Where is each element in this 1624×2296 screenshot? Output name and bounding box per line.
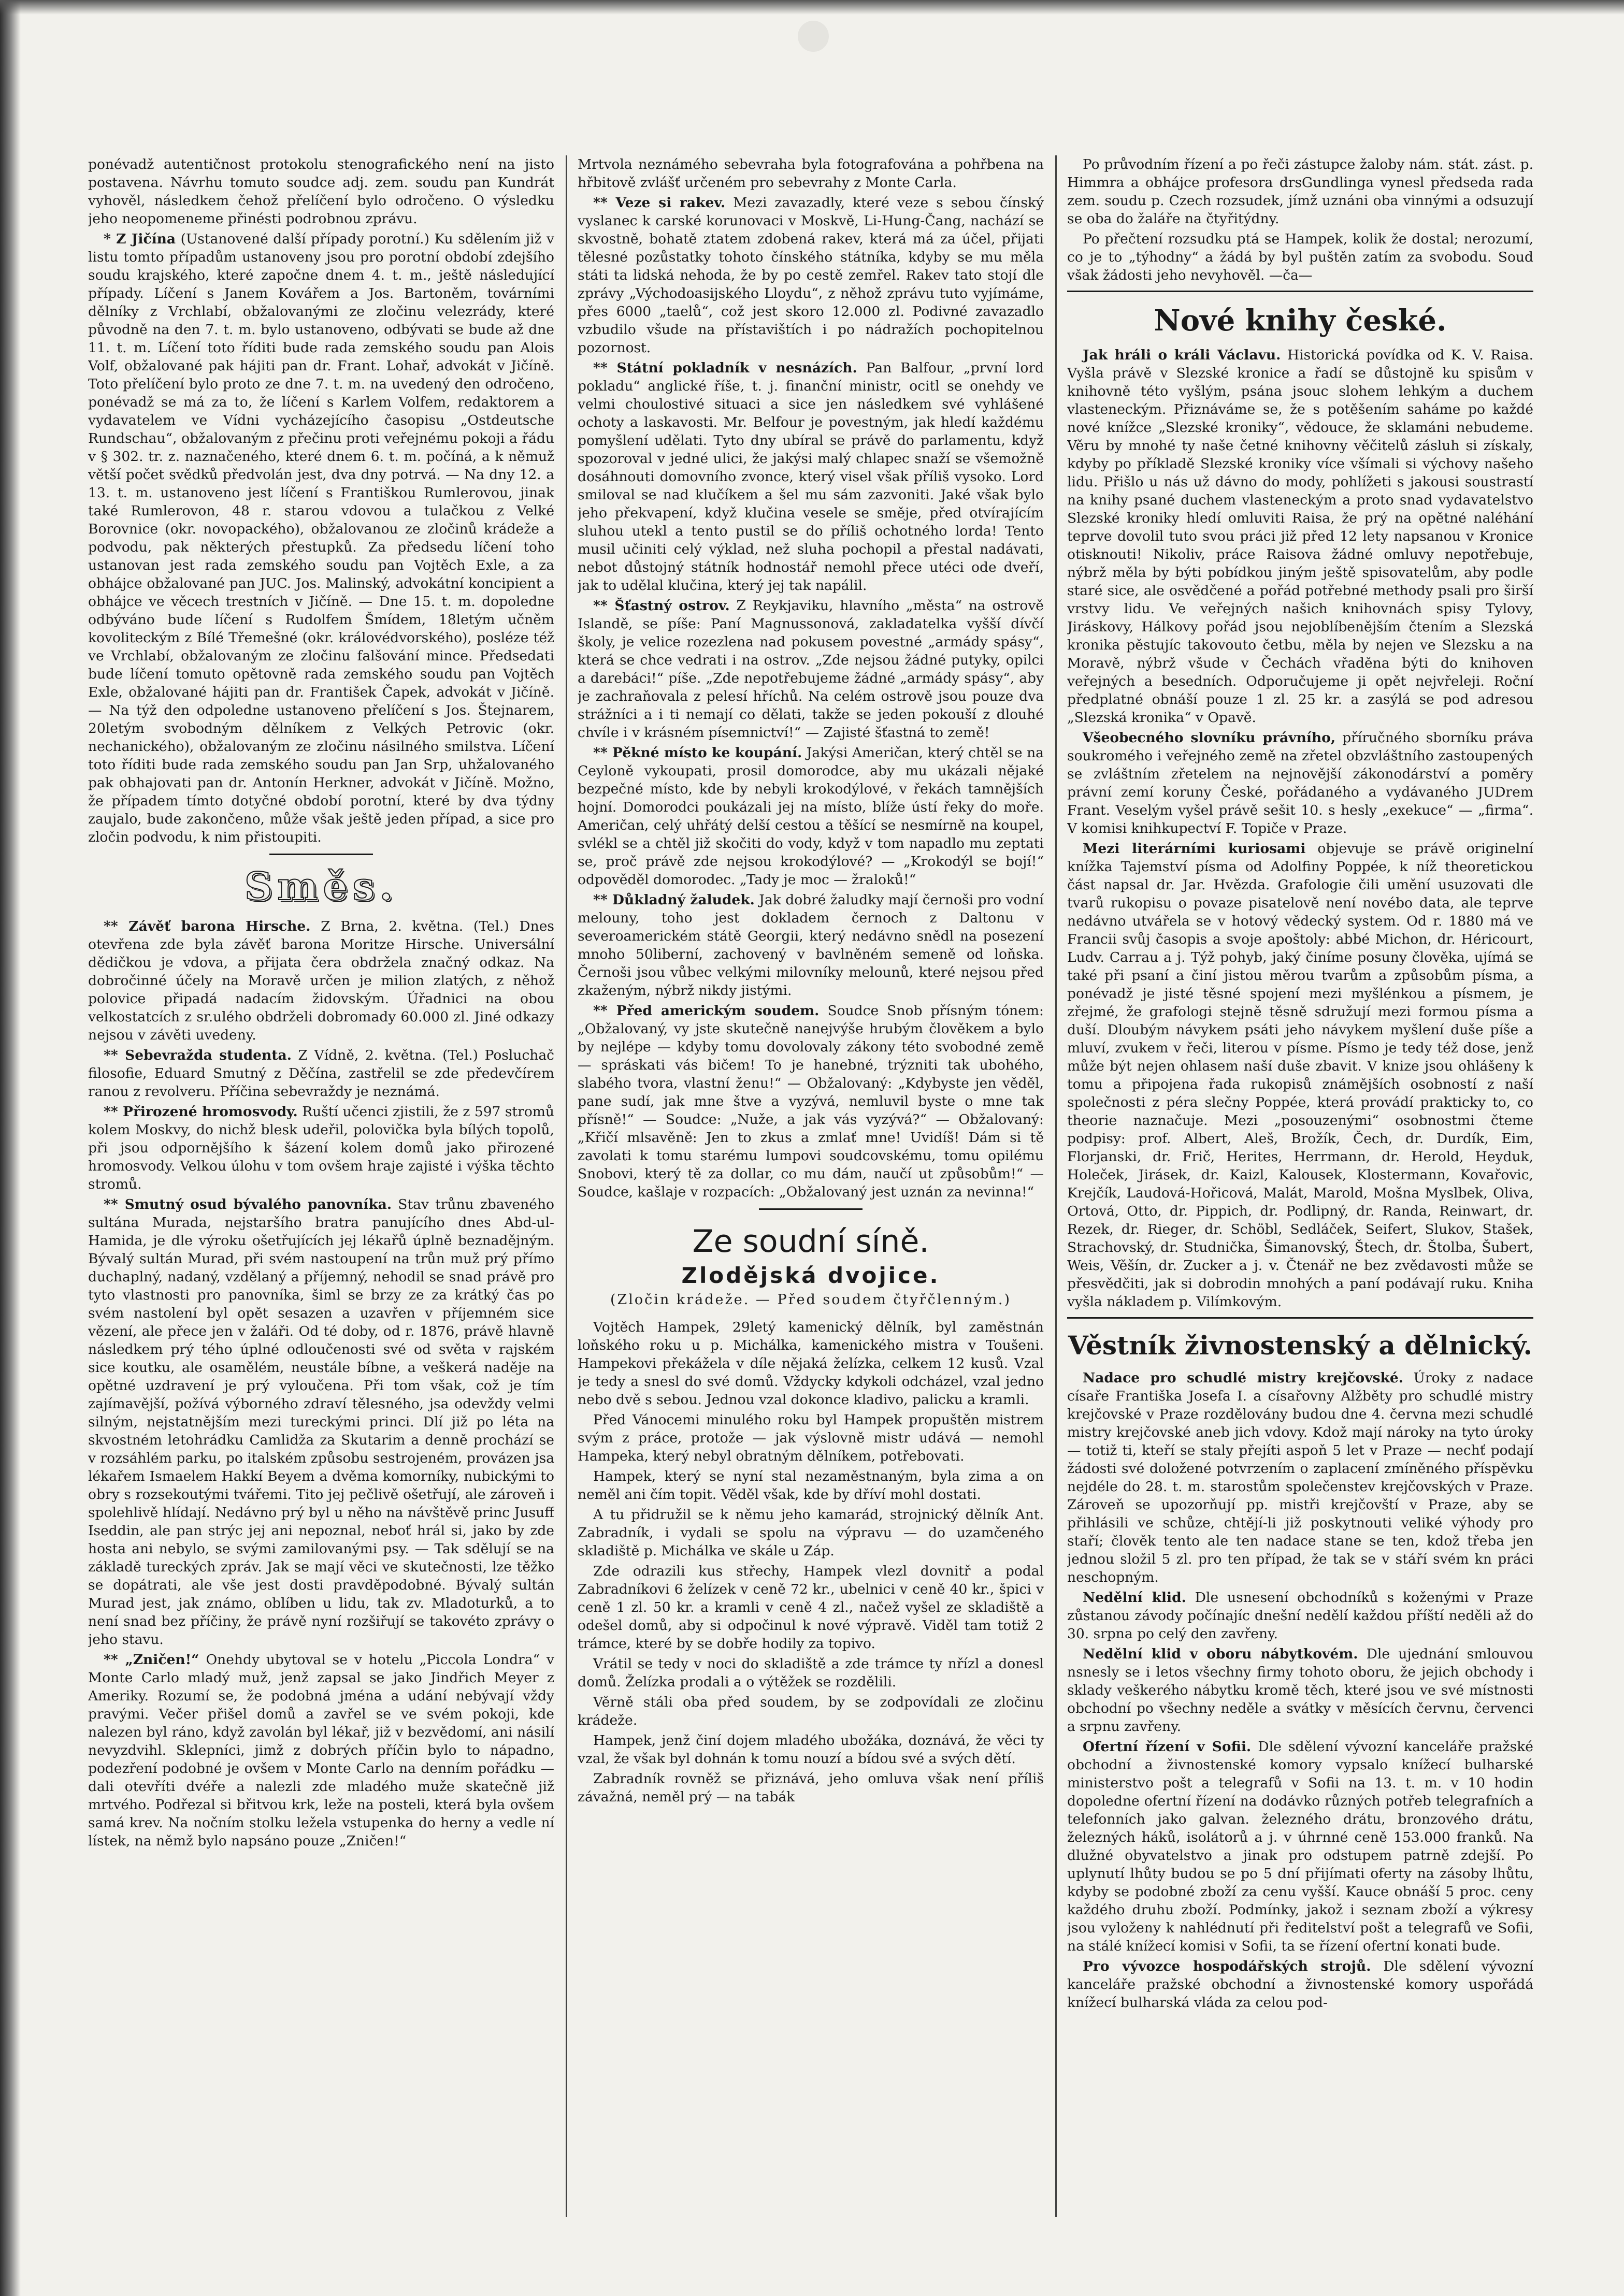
news-lead: ** Veze si rakev. — [593, 195, 726, 211]
notice-item — [1067, 1589, 1533, 1643]
news-text: Jak dobré žaludky mají černoši pro vodní melouny, toho jest dokladem černoch z Daltonu v severoamerickém státě Georgii, který nedávno snědl na posezení mnoho 50liberní, zachovený v bavlněném semeně od loňska. Černoši jsou vůbec velkými milovníky melounů, které nejsou před zkaženým, nýbrž nikdy jistými. — [578, 892, 1044, 999]
news-item — [578, 359, 1044, 595]
book-text: Historická povídka od K. V. Raisa. Vyšla právě v Slezské kronice a řadí se důstojně ku spisům v knihovně této vyšlým, psána jsouc slohem lehkým a duchem vlasteneckým. Přiznáváme se, že s potěšením saháme po každé nové knížce „Slezské kroniky“, vědouce, že sklamáni nebudeme. Věru by mnohé ty naše četné knihovny věčitelů zásluh si získaly, kdyby po příkladě Slezské kroniky více všímali si výchovy našeho lidu. Přišlo u nás už dávno do mody, pohlížeti s jakousi soustrastí na knihy psané duchem vlasteneckým a proto snad vydavatelstvo Slezské kroniky hledí omluviti Raisa, že prý na opětné naléhání teprve dovolil tuto svou práci již před 12 lety napsanou v Kronice otisknouti! Nikoliv, práce Raisova žádné omluvy nepotřebuje, nýbrž měla by býti pobídkou jiným ještě spisovatelům, aby podle staré sice, ale osvědčené a pořád potřebné methody psali pro širší vrstvy lidu. Ve veřejných našich knihovnách spisy Tylovy, Jiráskovy, Hálkovy pořád jsou nejoblíbenějším čtením a Slezská kronika pěstujíc takovouto četbu, měla by nejen ve Slezsku a na Moravě, nýbrž všude v Čechách vřaděna býti do knihoven veřejných a besedních. Odporučujeme ji opět nejvřeleji. Roční předplatné obnáší pouze 1 zl. 25 kr. a zasýlá se pod adresou „Slezská kronika“ v Opavě. — [1067, 347, 1533, 726]
news-lead: ** Důkladný žaludek. — [593, 892, 755, 908]
book-item — [1067, 729, 1533, 837]
news-lead: ** Před americkým soudem. — [593, 1003, 820, 1019]
paper-stain — [798, 21, 829, 52]
news-text: Z Brna, 2. května. (Tel.) Dnes otevřena zde byla závěť barona Moritze Hirsche. Universální dědičkou je vdova, a přijata čera obdržela značný odkaz. Na dobročinné účely na Moravě určen je milion zlatých, z něhož polovice připadá nadacím židovským. Úřadnici na obou velkostatcích z sr.ulého obdrželi dobromady 60.000 zl. Jiné odkazy nejsou v závěti uvedeny. — [88, 918, 554, 1043]
news-lead: ** Závěť barona Hirsche. — [104, 918, 311, 934]
section-title-vestnik: Věstník živnostenský a dělnický. — [1068, 1330, 1533, 1361]
news-text: Pan Balfour, „první lord pokladu“ anglické říše, t. j. finanční ministr, ocitl se onehdy ve velmi choulostivé situaci a sice jen následkem své vyhlášené ochoty a laskavosti. Mr. Belfour je povestným, jak hledí každému pomyšlení udělati. Tyto dny ubíral se právě do parlamentu, když spozoroval v jedné ulici, že jakýsi malý chlapec snaží se všemožně dosáhnouti domovního zvonce, který visel však příliš vysoko. Lord smiloval se nad klučíkem a šel mu sám zazvoniti. Jaké však bylo jeho překvapení, když klučina vesele se směje, před otvírajícím sluhou utekl a tento pustil se do příliš ochotného lorda! Tento musil učiniti celý výklad, než sluha pochopil a přestal nadávati, nebot důstojný státník hodnostář nemohl přece utéci ode dveří, jak to udělal klučina, který jej tak napálil. — [578, 360, 1044, 594]
notice-text: Dle ujednání smlouvou nsnesly se i letos všechny firmy tohoto oboru, že jejich obchody i sklady veškerého nábytku kromě těch, které jsou ve své místnosti obchodní po všechny neděle a svátky v měsících červnu, červenci a srpnu zavřeny. — [1067, 1646, 1533, 1735]
notice-item — [1067, 1369, 1533, 1586]
article-paragraph: Hampek, jenž činí dojem mladého ubožáka, doznává, že věci ty vzal, že však byl dohnán k tomu nouzí a bídou své a svých dětí. — [578, 1732, 1044, 1767]
news-item — [88, 917, 554, 1044]
notice-text: Úroky z nadace císaře Františka Josefa I. a císařovny Alžběty pro schudlé mistry krejčovské v Praze rozdělovány budou dne 4. června mezi schudlé mistry krejčovské aneb jich vdovy. Kdož mají nároky na tyto úroky — totiž ti, kteří se staly přejíti aspoň 5 let v Praze — nechť podají žádosti své doložené potvrzením o zaplacení zmíněného příspěvku nejdéle do 28. t. m. starostům společenstev krejčovských v Praze. Zároveň se upozorňují pp. mistři krejčovští v Praze, aby se přihlásili ve schůze, chtějí-li již poskytnouti veliké výhody pro staří; člověk tento ale ten nadace stane se ten, kdož třeba jen jednou složil 5 zl. pro ten případ, že tak se v stáří svém kn práci neschopným. — [1067, 1370, 1533, 1585]
notice-item — [1067, 1645, 1533, 1736]
article-paragraph: Zde odrazili kus střechy, Hampek vlezl dovnitř a podal Zabradníkovi 6 želízek v ceně 72 kr., ubelnici v ceně 40 kr., špici v ceně 1 zl. 50 kr. a kramli v ceně 4 zl., načež vyšel ze skladiště a odešel domů, aby si odpočinul k nové výpravě. Viděl tam totiž 2 trámce, které by se dobře hodily za topivo. — [578, 1563, 1044, 1652]
book-lead: Všeobecného slovníku právního, — [1083, 730, 1336, 746]
news-text: Soudce Snob přísným tónem: „Obžalovaný, vy jste skutečně nanejvýše hrubým člověkem a bylo by nejlépe — kdyby tomu dovolovaly zákony této svobodné země — spráskati vás bičem! To je hanebné, trýzniti tak ubohého, slabého tvora, vlastní ženu!“ — Obžalovaný: „Kdybyste jen věděl, pane sudí, jak mne štve a vyzývá, nemluvil byste o mne tak přísně!“ — Soudce: „Nuže, a jak vás vyzývá?“ — Obžalovaný: „Křičí mlsavěně: Jen to zkus a zmlať mne! Uvidíš! Dám si tě zavolati k tomu starému lumpovi soudcovskému, tomu opilému Snobovi, který tě za dollar, co mu dám, naučí ut způsobům!“ — Soudce, kašlaje v rozpacích: „Obžalovaný jest uznán za nevinna!“ — [578, 1003, 1044, 1200]
news-item — [88, 1651, 554, 1850]
news-item — [578, 744, 1044, 889]
news-text: Mezi zavazadly, které veze s sebou čínský vyslanec k carské korunovaci v Moskvě, Li-Hung-Čang, nachází se skvostně, bohatě ztatem zdobená rakev, která má za účel, přijati tělesné pozůstatky tohoto čínského státníka, kdyby se mu měla státi ta lidská nehoda, že by po cestě zemřel. Rakev tato stojí dle zprávy „Východoasijského Lloydu“, z něhož zprávu tuto vyjímáme, přes 6000 „taelů“, což jest skoro 12.000 zl. Podivné zavazadlo vzbudilo všude na přístavištích i po nádražích pochopitelnou pozornost. — [578, 195, 1044, 356]
book-text: objevuje se právě originelní knížka Tajemství písma od Adolfiny Poppée, k níž theoretickou část napsal dr. Jar. Hvězda. Grafologie čili umění usuzovati dle tvarů rukopisu o povaze pisatelově není novébo data, ale teprve nedávno utvářela se v hotový vědecký system. Od r. 1880 má ve Francii svůj časopis a svoje apoštoly: abbé Michon, dr. Héricourt, Ludv. Carrau a j. Týž pohyb, jaký činíme posuny člověka, ujímá se také při psaní a činí jistou měrou tvarům a způsobům písma, a ponévadž je jisté těsné spojení mezi myšlénkou a písmem, je zřejmé, že grafologi stejně těsně sdružují mezi formou písma a duší. Dloubým návykem psáti jeho návykem myšlení duše píše a mluví, zvukem v řeči, literou v písme. Písmo je tedy též dose, jenž může být nejen ohlasem naší duše zbavit. V knize jsou ohlášeny k tomu a připojena řada rukopisů známějších osobností z naší společnosti z péra slečny Poppée, která provádí prakticky to, co theorie naznačuje. Mezi „posouzenými“ osobnostmi čteme podpisy: prof. Albert, Aleš, Brožík, Čech, dr. Durdík, Eim, Florjanski, dr. Frič, Herites, Herrmann, dr. Herold, Heyduk, Holeček, Jirásek, dr. Kaizl, Kalousek, Klostermann, Kovařovic, Krejčík, Laudová-Hořicová, Malát, Marold, Mošna Myslbek, Oliva, Ortová, Otto, dr. Pippich, dr. Podlipný, dr. Randa, Reinwart, dr. Rezek, dr. Rieger, dr. Schöbl, Sedláček, Seifert, Slukov, Stašek, Strachovský, dr. Studnička, Šimanovský, Štech, dr. Štolba, Šubert, Weis, Věšín, dr. Zucker a j. v. Čtenář ne bez zvědavosti může se přesvědčiti, jak si dobrodin mnohých a paní podávají ruku. Kniha vyšla nákladem p. Vilímkovým. — [1067, 841, 1533, 1310]
article-paragraph: Zabradník rovněž se přiznává, jeho omluva však není příliš závažná, neměl prý — na tabák — [578, 1771, 1044, 1805]
column-rule — [1055, 155, 1057, 2217]
page-top-shadow — [0, 0, 1624, 15]
article-paragraph: Po přečtení rozsudku ptá se Hampek, kolik že dostal; nerozumí, co je to „týhodny“ a žádá by byl puštěn zatím za svobodu. Soud však žádosti jeho nevyhověl. —ča— — [1067, 231, 1533, 283]
divider — [269, 854, 373, 855]
news-text: Z Vídně, 2. května. (Tel.) Posluchač filosofie, Eduard Smutný z Děčína, zastřelil se zde předevčírem ranou z revolveru. Příčina sebevraždy je neznámá. — [88, 1047, 554, 1100]
news-item — [578, 597, 1044, 742]
newspaper-page — [88, 155, 1539, 2217]
article-paragraph: Vrátil se tedy v noci do skladiště a zde trámce ty nřízl a donesl domů. Želízka prodali a o výtěžek se rozdělili. — [578, 1656, 1044, 1690]
article-paragraph: ponévadž autentičnost protokolu stenografického není na jisto postavena. Návrhu tomuto soudce adj. zem. soudu pan Kundrát vyhověl, následkem čehož přelíčení bylo odročeno. O výsledku jeho neopomeneme přinésti podrobnou zprávu. — [88, 156, 554, 227]
article-lead: * Z Jičína — [104, 231, 176, 247]
article-text: (Ustanovené další případy porotní.) Ku sdělením již v listu tomto případům ustanoveny jsou pro porotní období zdejšího soudu krajského, které započne dnem 4. t. m., ještě následující případy. Líčení s Janem Kovářem a Jos. Bartoněm, továrními dělníky z Vrchlabí, obžalovanými ze zločinu velezrády, které původně na den 7. t. m. bylo ustanoveno, odbývati se bude až dne 11. t. m. Líčení toto říditi bude rada zemského soudu pan Alois Volf, obžalované pak hájiti pan dr. Frant. Lohař, advokát v Jičíně. Toto přelíčení bylo proto ze dne 7. t. m. na uvedený den odročeno, ponévadž se má za to, že líčení s Karlem Volfem, redaktorem a vydavatelem ve Vídni vycházejícího časopisu „Ostdeutsche Rundschau“, obžalovaným z přečinu proti veřejnému pokoji a řádu v § 302. tr. z. naznačeného, které dnem 6. t. m. počíná, a k němuž větší počet svědků předvolán jest, dva dny potrvá. — Na dny 12. a 13. t. m. ustanoveno jest líčení s Františkou Rumlerovou, jinak také Rumlerovon, 48 r. starou vdovou a tulačkou z Velké Borovnice (okr. novopackého), obžalovanou ze zločinů krádeže a podvodu, pak některých přestupků. Za předsedu líčení toho ustanovan jest rada zemského soudu pan Vojtěch Exle, a za obhájce obžalované pan JUC. Jos. Malinský, advokátní koncipient a obhájce ve věcech trestních v Jičíně. — Dne 15. t. m. dopoledne odbýváno bude líčení s Rudolfem Šmídem, 18letým učněm kovoliteckým z Bílé Třemešné (okr. královédvorského), posléze též ve Vrchlabí, obžalovaným ze zločinu falšování mince. Předsedati bude líčení tomuto opětovně rada zemského soudu pan Vojtěch Exle, obžalované hájiti pan dr. František Čapek, advokát v Jičíně. — Na týž den odpoledne ustanoveno přelíčení s Jos. Štejnarem, 20letým svobodným dělníkem z Velkých Petrovic (okr. nechanického), obžalovaným ze zločinu násilného smilstva. Líčení toto říditi bude rada zemského soudu pan Jan Srp, uhžalovaného pak obhajovati pan dr. Antonín Herkner, advokát v Jičíně. Možno, že případem tímto dotyčné období porotní, které by dva týdny zaujalo, bude zakončeno, může však ještě jeden případ, a sice pro zločin podvodu, k nim přistoupiti. — [88, 231, 554, 845]
notice-item — [1067, 1957, 1533, 2012]
divider — [1067, 1317, 1533, 1319]
news-item — [578, 891, 1044, 1000]
article-paragraph: Před Vánocemi minulého roku byl Hampek propuštěn mistrem svým z práce, protože — jak výslovně mistr udává — nemohl Hampeka, který nebyl obratným dělníkem, potřebovati. — [578, 1412, 1044, 1464]
section-title-knihy: Nové knihy české. — [1154, 304, 1447, 338]
notice-lead: Nedělní klid. — [1083, 1590, 1186, 1606]
news-item — [578, 1002, 1044, 1201]
notice-item — [1067, 1738, 1533, 1955]
column-middle — [578, 155, 1044, 2217]
news-lead: ** Sebevražda studenta. — [104, 1047, 292, 1063]
news-item — [88, 1046, 554, 1101]
notice-lead: Nadace pro schudlé mistry krejčovské. — [1083, 1370, 1403, 1386]
news-text: Jakýsi Američan, který chtěl se na Ceyloně vykoupati, prosil domorodce, aby mu ukázali nějaké bezpečné místo, kde by nebyli krokodýlové, v řekách tamnějších hojní. Domorodci poukázali jej na místo, blíže ústí řeky do moře. Američan, celý uhřátý delší cestou a těšící se nesmírně na koupel, svlékl se a chtěl již skočiti do vody, když v tom napadlo mu zeptati se, proč právě zde nejsou krokodýlové? — „Krokodýl se bojí!“ odpověděl domorodec. „Tady je moc — žraloků!“ — [578, 745, 1044, 888]
column-right — [1067, 155, 1533, 2217]
book-text: příručného sborníku práva soukromého i veřejného země na zřetel obzvláštního zastoupených se zvláštním zřetelem na nejnovější zákonodárství a poměry právní zemí koruny České, pořádaného a vydávaného JUDrem Frant. Veselým vyšel právě sešit 10. s hesly „exekuce“ — „firma“. V komisi knihkupectví F. Topiče v Praze. — [1067, 730, 1533, 836]
column-rule — [566, 155, 567, 2217]
article-subtitle: (Zločin krádeže. — Před soudem čtyřčlenným.) — [610, 1292, 1011, 1308]
article-title-dvojice: Zlodějská dvojice. — [681, 1263, 940, 1288]
notice-lead: Ofertní řízení v Sofii. — [1083, 1739, 1252, 1755]
news-lead: ** „Zničen!“ — [104, 1652, 199, 1668]
news-lead: ** Pěkné místo ke koupání. — [593, 745, 802, 761]
article-paragraph: Po průvodním řízení a po řeči zástupce žaloby nám. stát. zást. p. Himmra a obhájce profesora drsGundlinga vynesl předseda rada zem. soudu p. Czech rozsudek, jímž uznáni oba vinnými a odsuzují se oba do žaláře na čtyřitýdny. — [1067, 156, 1533, 227]
book-lead: Mezi literárními kuriosami — [1083, 841, 1306, 857]
divider — [1067, 291, 1533, 292]
article-paragraph: Hampek, který se nyní stal nezaměstnaným, byla zima a on neměl ani čím topit. Věděl však, kde by dříví mohl dostati. — [578, 1468, 1044, 1503]
article-paragraph: A tu přidružil se k němu jeho kamarád, strojnický dělník Ant. Zabradník, i vydali se spolu na výpravu — do uzamčeného skladiště p. Michálka ve skále u Záp. — [578, 1507, 1044, 1559]
notice-lead: Nedělní klid v oboru nábytkovém. — [1083, 1646, 1358, 1662]
news-item — [88, 1103, 554, 1193]
divider — [759, 1208, 863, 1210]
news-text: Ruští učenci zjistili, že z 597 stromů kolem Moskvy, do nichž blesk udeřil, polovička byla bílých topolů, při jsou odpornějšího k šázení kolem domů jako přirozené hromosvody. Velkou úlohu v tom ovšem hraje zajisté i výška těchto stromů. — [88, 1104, 554, 1192]
news-lead: ** Smutný osud bývalého panovníka. — [104, 1196, 392, 1212]
news-item — [88, 1195, 554, 1649]
news-text: Z Reykjaviku, hlavního „města“ na ostrově Islandě, se píše: Paní Magnussonová, zakladatelka vyšší dívčí školy, je velice rozezlena nad pokusem povestné „armády spásy“, která se chce vedrati i na ostrov. „Zde nejsou žádné putyky, opilci a darebáci!“ píše. „Zde nepotřebujeme žádné „armády spásy“, aby je zachraňovala z pelesí hříchů. Na celém ostrově jsou pouze dva strážníci a i ti nemají co dělati, takže se jeden pokouší z dlouhé chvíle i v krásném písemnictví!“ — Zajisté šťastná to země! — [578, 598, 1044, 741]
book-item — [1067, 346, 1533, 727]
column-left — [88, 155, 554, 2217]
notice-text: Dle sdělení vývozní kanceláře pražské obchodní a živnostenské komory vypsalo knížecí bulharské ministerstvo pošt a telegrafů v Sofii na 13. t. m. v 10 hodin dopoledne ofertní řízení na dodávko různých potřeb telegrafních a telefonních jako galvan. železného drátu, bronzového drátu, železných háků, isolátorů a j. v úhrnné ceně 153.000 franků. Na dlužné obyvatelstvo a jinak pro odstupem patrně zdejší. Po uplynutí lhůty budou se po 5 dní přijímati oferty na zásoby lhůtu, kdyby se podobné zboží za cenu vyšší. Kauce obnáší 5 proc. ceny každého druhu zboží. Podmínky, jakož i seznam zboží a výkresy jsou vyloženy k nahlédnutí při ředitelství pošt a telegrafů ve Sofii, na stálé knížecí komisi v Sofii, ta se řízení ofertní konati bude. — [1067, 1739, 1533, 1954]
news-lead: ** Šťastný ostrov. — [593, 598, 730, 614]
news-text: Onehdy ubytoval se v hotelu „Piccola Londra“ v Monte Carlo mladý muž, jenž zapsal se jako Jindřich Meyer z Ameriky. Rozumí se, že podobná jména a udání nebývají vždy pravými. Večer přišel domů a zavřel se ve svém pokoji, kde nalezen byl ráno, když zavolán byl lékař, již v bezvědomí, ani násilí nevyzdvihl. Sklepníci, jimž z dobrých příčin bylo to nápadno, podezření podobné je ovšem v Monte Carlo na denním pořádku — dali otevříti dvéře a nalezli zde mladého muže skatečně již mrtvého. Podřezal si břitvou krk, leže na posteli, která byla ovšem samá krev. Na nočním stolku ležela vstupenka do herny a vedle ní lístek, na němž bylo napsáno pouze „Zničen!“ — [88, 1652, 554, 1849]
section-title-smes: Směs. — [244, 864, 398, 909]
notice-text: Dle usnesení obchodníků s koženými v Praze zůstanou závody počínajíc dnešní nedělí každou příští neděli až do 30. srpna po celý den zavřeny. — [1067, 1590, 1533, 1642]
article-paragraph: Mrtvola neznámého sebevraha byla fotografována a pohřbena na hřbitově zvlášť určeném pro sebevrahy z Monte Carla. — [578, 156, 1044, 191]
book-item — [1067, 840, 1533, 1311]
news-lead: ** Přirozené hromosvody. — [104, 1104, 298, 1120]
notice-lead: Pro vývozce hospodářských strojů. — [1083, 1958, 1371, 1974]
article-jicin — [88, 230, 554, 846]
section-title-soud: Ze soudní síně. — [692, 1223, 929, 1260]
news-lead: ** Státní pokladník v nesnázích. — [593, 360, 857, 376]
page-edge-shadow — [0, 0, 21, 2296]
news-item — [578, 194, 1044, 357]
notice-text: Dle sdělení vývozní kanceláře pražské obchodní a živnostenské komory uspořádá knížecí bulharská vláda za celou pod- — [1067, 1958, 1533, 2011]
book-lead: Jak hráli o králi Václavu. — [1083, 347, 1281, 363]
article-paragraph: Věrně stáli oba před soudem, by se zodpovídali ze zločinu krádeže. — [578, 1694, 1044, 1728]
article-paragraph: Vojtěch Hampek, 29letý kamenický dělník, byl zaměstnán loňského roku u p. Michálka, kamenického mistra v Toušeni. Hampekovi překážela v díle nějaká želízka, celkem 12 kusů. Vzal je tedy a snesl do své domů. Vždycky kdykoli odcházel, vzal jedno nebo dvě s sebou. Jednou vzal dokonce kladivo, palicku a kramli. — [578, 1319, 1044, 1408]
news-text: Stav trůnu zbaveného sultána Murada, nejstaršího bratra panujícího dnes Abd-ul-Hamida, je dle výroku ošetřujících jej lékařů úplně beznadějným. Bývalý sultán Murad, při svém nastoupení na trůn muž prý přímo duchaplný, nadaný, vzdělaný a příjemný, nehodil se snad právě pro tyto vlastnosti pro panovníka, šiml se brzy ze za krátký čas po svém nastolení byl opět sesazen a uzavřen v příjemném sice vězení, ale přece jen v žaláři. Od té doby, od r. 1876, právě hlavně následkem prý tého úplné odloučenosti své od světa v rajském sice koutku, ale osamělém, neustále bíbne, a veškerá naděje na opětné uzdravení je prý vyloučena. Při tom však, což je tím zajímavější, požívá výborného zdraví tělesného, jsa odevždy velmi silným, nejstatnějším mezi tureckými princi. Dlí již po léta na skvostném letohrádku Camlidža za Skutarim a denně prochází se v rozsáhlém parku, po italském způsobu sestrojeném, provázen jsa lékařem Ismaelem Hakkí Beyem a dvěma komorníky, nubickými to obry s rozsekoutými tvářemi. Tito jej pečlivě ošetřují, ale zároveň i spolehlivě hlídají. Nedávno prý byl u něho na návštěvě princ Jusuff Iseddin, ale pan strýc jej ani nepoznal, neboť hrál si, jako by zde hosta ani nebylo, se svými zamilovanými psy. — Tak sdělují se na základě tureckých zpráv. Jak se mají věci ve skutečnosti, lze těžko se dopátrati, ale vše jest dosti pravděpodobné. Bývalý sultán Murad jest, jak známo, oblíben u lidu, tak zv. Mladoturků, a to není snad bez příčiny, že právě nyní rozšiřují se takovéto zprávy o jeho stavu. — [88, 1196, 554, 1648]
